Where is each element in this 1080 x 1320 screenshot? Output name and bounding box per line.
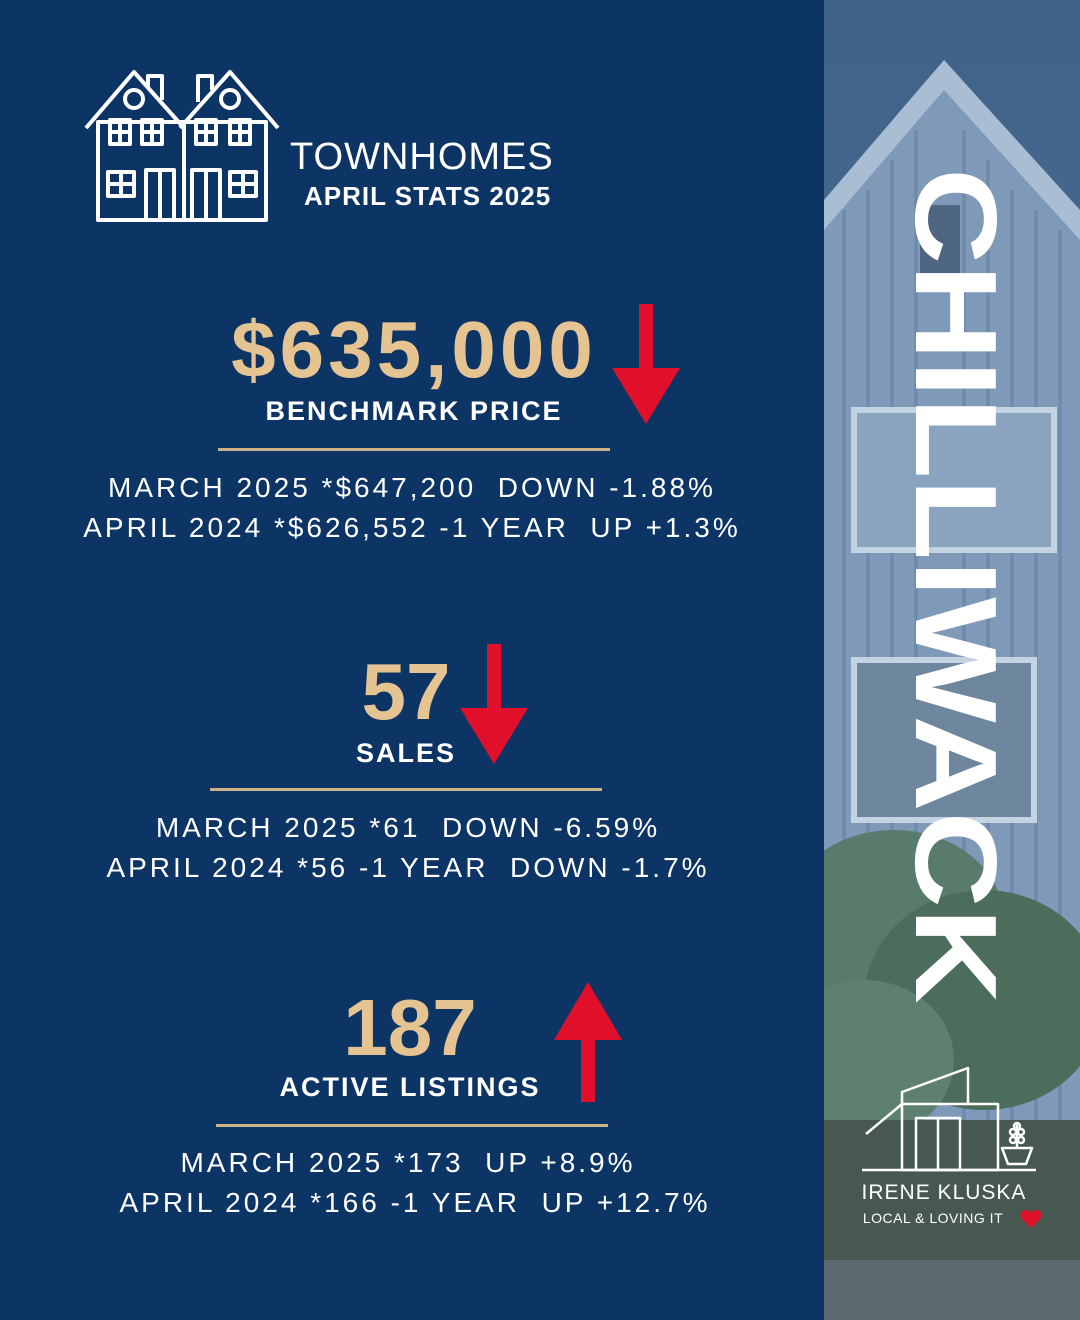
listings-up-arrow-icon [552,982,624,1102]
sales-divider [210,788,602,791]
sales-label: SALES [355,738,457,768]
benchmark-label: BENCHMARK PRICE [265,396,563,426]
benchmark-compare-year: APRIL 2024 *$626,552 -1 YEAR UP +1.3% [83,512,741,543]
sales-down-arrow-icon [458,644,530,766]
listings-compare-month: MARCH 2025 *173 UP +8.9% [180,1147,636,1178]
brand-tagline: LOCAL & LOVING IT [862,1210,1004,1226]
brand-name: IRENE KLUSKA [861,1181,1027,1204]
benchmark-down-arrow-icon [610,304,682,426]
page-title: TOWNHOMES [290,136,554,178]
brand-logo-icon [862,1064,1042,1176]
benchmark-value: $635,000 [231,305,597,394]
benchmark-divider [218,448,610,451]
sales-compare-month: MARCH 2025 *61 DOWN -6.59% [155,812,661,843]
benchmark-compare-month: MARCH 2025 *$647,200 DOWN -1.88% [108,472,716,503]
listings-label: ACTIVE LISTINGS [279,1072,541,1102]
listings-compare-year: APRIL 2024 *166 -1 YEAR UP +12.7% [119,1187,711,1218]
listings-value: 187 [343,983,477,1072]
sales-compare-year: APRIL 2024 *56 -1 YEAR DOWN -1.7% [106,852,710,883]
heart-icon [1020,1209,1042,1229]
townhouse-icon [84,66,280,226]
sales-value: 57 [361,647,451,736]
city-name-text: CHILLIWACK [891,168,1021,897]
page-subtitle: APRIL STATS 2025 [304,181,552,211]
listings-divider [216,1124,608,1127]
